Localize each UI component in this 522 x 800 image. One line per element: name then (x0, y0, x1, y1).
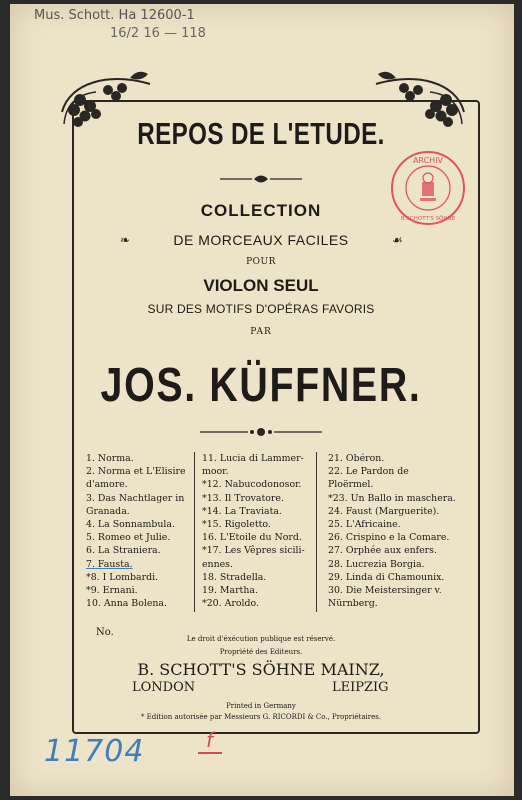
rights-notice: Le droit d'éxécution publique est réservé. (186, 635, 336, 643)
pieces-column-1 (86, 452, 186, 610)
list-item: moor. (202, 466, 229, 478)
list-item: d'amore. (86, 479, 128, 491)
list-item: 5. Romeo et Julie. (86, 532, 171, 544)
list-item: *23. Un Ballo in maschera. (328, 492, 456, 504)
pour-label: POUR (246, 257, 276, 267)
list-item: 2. Norma et L'Elisire (86, 466, 186, 478)
column-divider-left (194, 452, 195, 612)
list-item: 25. L'Africaine. (328, 519, 401, 531)
city-leipzig: LEIPZIG (332, 680, 389, 695)
list-item: *13. Il Trovatore. (202, 492, 284, 504)
motifs-line: SUR DES MOTIFS D'OPÉRAS FAVORIS (147, 302, 375, 316)
list-item: 6. La Straniera. (86, 545, 161, 557)
pieces-column-2 (202, 452, 305, 610)
list-item: 26. Crispino e la Comare. (328, 532, 450, 544)
stamp-bottom-text: B.SCHOTT'S SÖHNE (400, 216, 456, 222)
leaf-ornament-right-icon: ☙ (392, 233, 403, 247)
divider-flourish-middle (196, 425, 326, 439)
page-title: REPOS DE L'ETUDE. (137, 116, 385, 151)
number-label: No. (96, 627, 114, 638)
list-item: 11. Lucia di Lammer- (202, 453, 304, 464)
catalog-note-line1: Mus. Schott. Ha 12600-1 (34, 8, 195, 23)
list-item: *20. Aroldo. (202, 598, 259, 610)
list-item: 3. Das Nachtlager in (86, 492, 185, 504)
red-pencil-underline (198, 752, 222, 754)
city-london: LONDON (132, 680, 196, 695)
composer-name: JOS. KÜFFNER. (100, 359, 422, 412)
instrument-heading: VIOLON SEUL (203, 276, 319, 295)
leaf-ornament-left-icon: ❧ (120, 233, 131, 247)
list-item: *14. La Traviata. (202, 505, 282, 517)
list-item: *12. Nabucodonosor. (202, 479, 302, 491)
list-item: 30. Die Meistersinger v. (328, 585, 442, 597)
publisher-name: B. SCHOTT'S SÖHNE MAINZ, (137, 660, 385, 679)
list-item: 4. La Sonnambula. (86, 519, 175, 531)
list-item: *15. Rigoletto. (202, 519, 271, 531)
list-item: *17. Les Vêpres sicili- (202, 545, 305, 557)
list-item: 24. Faust (Marguerite). (328, 505, 440, 517)
list-item: Ploërmel. (328, 479, 374, 491)
printed-in-germany: Printed in Germany (226, 702, 296, 710)
list-item: 16. L'Etoile du Nord. (202, 532, 302, 544)
list-item: 27. Orphée aux enfers. (328, 545, 437, 557)
propriete-notice: Propriété des Editeurs. (219, 648, 303, 656)
par-label: PAR (250, 327, 272, 337)
list-item: *9. Ernani. (86, 585, 138, 597)
list-item: 18. Stradella. (202, 571, 267, 583)
subtitle: DE MORCEAUX FACILES (173, 232, 349, 248)
list-item: 21. Obéron. (328, 453, 385, 464)
list-item: ennes. (202, 558, 233, 570)
pieces-column-3 (328, 452, 456, 610)
list-item: 7. Fausta. (86, 558, 133, 570)
list-item: 29. Linda di Chamounix. (328, 571, 445, 583)
plate-number-handwritten: 11704 (44, 734, 145, 769)
list-item: Granada. (86, 505, 130, 517)
list-item: Nürnberg. (328, 598, 378, 610)
red-pencil-mark: f (206, 728, 214, 752)
list-item: 22. Le Pardon de (328, 466, 409, 478)
column-divider-right (316, 452, 317, 612)
collection-heading: COLLECTION (200, 201, 322, 220)
list-item: 28. Lucrezia Borgia. (328, 558, 425, 570)
stamp-top-text: ARCHIV (412, 156, 444, 165)
list-item: *8. I Lombardi. (86, 571, 159, 583)
edition-notice: * Edition autorisée par Messieurs G. RICORDI & Co., Propriétaires. (140, 713, 382, 721)
list-item: 1. Norma. (86, 453, 134, 464)
divider-flourish-top (216, 173, 306, 185)
list-item: 10. Anna Bolena. (86, 598, 167, 610)
catalog-note-line2: 16/2 16 — 118 (110, 26, 206, 41)
list-item: 19. Martha. (202, 585, 258, 597)
